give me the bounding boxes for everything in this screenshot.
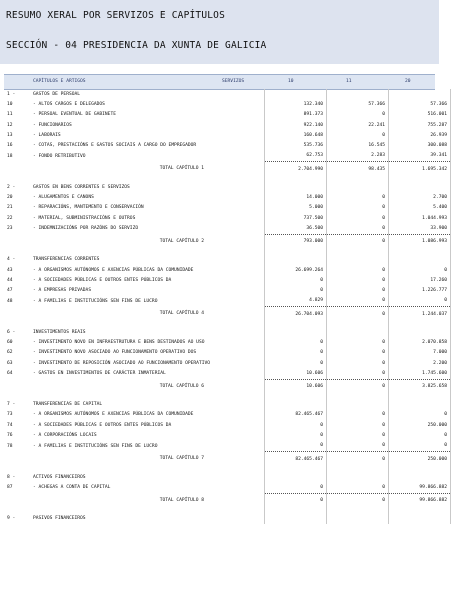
row-label: GASTOS DE PERSOAL [33,91,81,97]
table-row [4,223,451,234]
value-service-20: 0 [389,410,451,420]
table-row [4,410,451,420]
value-service-20 [389,514,451,524]
row-label: TRANSFERENCIAS DE CAPITAL [33,402,103,408]
value-service-10: 0 [265,420,327,430]
value-service-10 [265,472,327,482]
row-code: 12 [7,122,13,128]
row-label: - INDEMNIZACIÓNS POR RAZÓNS DO SERVIZO [33,226,139,232]
row-label: TOTAL CAPÍTULO 2 [159,238,204,244]
table-row [4,110,451,120]
value-service-10 [265,514,327,524]
row-code: 6 - [7,329,16,335]
row-code: 20 [7,195,13,201]
row-label: - GASTOS EN INVESTIMENTOS DE CARÁCTER INMATERIAL [33,371,166,377]
value-service-10: 0 [265,275,327,285]
value-service-20: 0 [389,265,451,275]
budget-table [4,89,451,524]
table-row [4,420,451,430]
value-service-11: 0 [327,337,389,347]
row-code: 9 - [7,516,16,522]
column-servizos: SERVIZOS [222,79,245,84]
row-code: 8 - [7,474,16,480]
value-service-11 [327,255,389,265]
row-label: PASIVOS FINANCEIROS [33,516,86,522]
value-service-11 [327,327,389,337]
value-service-20: 516.001 [389,110,451,120]
row-label: - A EMPRESAS PRIVADAS [33,288,92,294]
row-code: 73 [7,412,13,418]
row-code: 47 [7,288,13,294]
value-service-20: 1.244.037 [389,307,451,322]
group-row [4,472,451,482]
value-service-10: 0 [265,430,327,440]
row-label: - A FAMILIAS E INSTITUCIÓNS SEN FINS DE LUCRO [33,298,158,304]
table-row [4,192,451,202]
row-code: 64 [7,371,13,377]
value-service-11 [327,472,389,482]
report-header [0,0,439,64]
value-service-20: 39.341 [389,151,451,162]
value-service-10: 0 [265,285,327,295]
value-service-11 [327,400,389,410]
table-row [4,430,451,440]
table-row [4,120,451,130]
column-header [4,74,435,90]
row-label: - PERSOAL EVENTUAL DE GABINETE [33,112,116,118]
row-label: TRANSFERENCIAS CORRENTES [33,257,100,263]
row-label: - MATERIAL, SUBMINISTRACIÓNS E OUTROS [33,215,136,221]
value-service-20: 755.287 [389,120,451,130]
value-service-11: 0 [327,223,389,234]
value-service-11: 0 [327,410,389,420]
value-service-20: 57.366 [389,99,451,109]
row-label: - A SOCIEDADES PÚBLICAS E OUTROS ENTES PÚBLICOS DA [33,277,172,283]
table-row [4,213,451,223]
column-service-11: 11 [346,79,352,84]
row-label: - ACHEGAS A CONTA DE CAPITAL [33,485,111,491]
total-row [4,307,451,322]
row-code: 2 - [7,184,16,190]
value-service-10: 891.373 [265,110,327,120]
row-label: - ALUGAMENTOS E CANONS [33,195,94,201]
row-code: 60 [7,339,13,345]
total-row [4,452,451,467]
value-service-10: 0 [265,493,327,508]
value-service-11: 98.435 [327,162,389,177]
table-row [4,441,451,452]
row-code: 48 [7,298,13,304]
value-service-11: 0 [327,482,389,493]
row-label: TOTAL CAPÍTULO 4 [159,311,204,317]
value-service-20: 0 [389,296,451,307]
value-service-10: 535.736 [265,140,327,150]
row-label: - INVESTIMENTO NOVO EN INFRAESTRUTURA E BENS DESTINADOS AO USO [33,339,205,345]
value-service-11: 2.283 [327,151,389,162]
row-label: GASTOS EN BENS CORRENTES E SERVIZOS [33,184,130,190]
row-label: - A CORPORACIÓNS LOCAIS [33,433,97,439]
table-row [4,203,451,213]
value-service-11: 0 [327,452,389,467]
group-row [4,400,451,410]
row-code: 63 [7,360,13,366]
column-service-20: 20 [405,79,411,84]
value-service-11: 57.366 [327,99,389,109]
row-label: ACTIVOS FINANCEIROS [33,474,86,480]
value-service-20 [389,255,451,265]
row-label: - INVESTIMENTO DE REPOSICIÓN ASOCIADO AO FUNCIONAMENTO OPERATIVO [33,360,211,366]
value-service-11: 0 [327,234,389,249]
value-service-20: 7.000 [389,348,451,358]
value-service-11: 0 [327,379,389,394]
row-label: - LABORAIS [33,132,61,138]
column-service-10: 10 [288,79,294,84]
value-service-20: 99.866.882 [389,493,451,508]
value-service-11: 0 [327,307,389,322]
value-service-10: 26.699.264 [265,265,327,275]
value-service-20: 5.400 [389,203,451,213]
group-row [4,182,451,192]
value-service-20: 1.226.777 [389,285,451,295]
value-service-11: 0 [327,441,389,452]
value-service-11: 16.545 [327,140,389,150]
value-service-10: 10.606 [265,368,327,379]
value-service-11: 0 [327,203,389,213]
value-service-10: 737.500 [265,213,327,223]
row-code: 10 [7,101,13,107]
value-service-11: 0 [327,368,389,379]
value-service-20: 2.700 [389,192,451,202]
value-service-11: 0 [327,285,389,295]
value-service-20: 250.000 [389,452,451,467]
table-row [4,140,451,150]
value-service-20: 250.000 [389,420,451,430]
row-label: - REPARACIÓNS, MANTEMENTO E CONSERVACIÓN [33,205,144,211]
table-row [4,285,451,295]
value-service-10: 0 [265,358,327,368]
row-code [4,379,33,394]
row-code: 1 - [7,91,16,97]
table-row [4,337,451,347]
value-service-20 [389,182,451,192]
value-service-11: 0 [327,358,389,368]
value-service-11: 0 [327,493,389,508]
row-label: TOTAL CAPÍTULO 6 [159,383,204,389]
value-service-10: 82.465.467 [265,452,327,467]
row-code: 4 - [7,257,16,263]
value-service-20: 99.866.882 [389,482,451,493]
row-label: - A ORGANISMOS AUTÓNOMOS E AXENCIAS PÚBLICAS DA COMUNIDADE [33,267,194,273]
table-row [4,358,451,368]
value-service-11: 0 [327,265,389,275]
total-row [4,234,451,249]
value-service-11: 0 [327,110,389,120]
table-row [4,368,451,379]
value-service-10: 793.000 [265,234,327,249]
column-label: CAPÍTULOS E ARTIGOS [33,79,86,84]
row-label: - A SOCIEDADES PÚBLICAS E OUTROS ENTES PÚBLICOS DA [33,422,172,428]
row-code [4,307,33,322]
row-code: 43 [7,267,13,273]
row-code: 13 [7,132,13,138]
group-row [4,255,451,265]
value-service-10: 0 [265,348,327,358]
value-service-20: 2.200 [389,358,451,368]
row-label: - A ORGANISMOS AUTÓNOMOS E AXENCIAS PÚBLICAS DA COMUNIDADE [33,412,194,418]
value-service-10 [265,182,327,192]
value-service-11: 0 [327,275,389,285]
value-service-10: 4.829 [265,296,327,307]
value-service-11 [327,182,389,192]
row-code: 23 [7,226,13,232]
value-service-20: 1.745.600 [389,368,451,379]
row-label: - A FAMILIAS E INSTITUCIÓNS SEN FINS DE LUCRO [33,443,158,449]
value-service-11: 0 [327,430,389,440]
value-service-10: 160.648 [265,130,327,140]
value-service-10 [265,400,327,410]
value-service-10 [265,89,327,99]
value-service-20: 33.900 [389,223,451,234]
value-service-20: 17.260 [389,275,451,285]
value-service-10: 14.000 [265,192,327,202]
group-row [4,514,451,524]
table-row [4,296,451,307]
value-service-10: 0 [265,482,327,493]
table-row [4,130,451,140]
row-code: 16 [7,143,13,149]
value-service-11: 0 [327,130,389,140]
value-service-11: 0 [327,213,389,223]
row-label: - INVESTIMENTO NOVO ASOCIADO AO FUNCIONAMENTO OPERATIVO DOS [33,350,197,356]
group-row [4,89,451,99]
value-service-10: 132.340 [265,99,327,109]
value-service-10: 36.500 [265,223,327,234]
row-label: INVESTIMENTOS REAIS [33,329,86,335]
group-row [4,327,451,337]
table-row [4,265,451,275]
row-code: 78 [7,443,13,449]
row-code: 22 [7,215,13,221]
value-service-11: 0 [327,420,389,430]
value-service-10: 26.704.093 [265,307,327,322]
row-label: - ALTOS CARGOS E DELEGADOS [33,101,105,107]
value-service-11: 0 [327,296,389,307]
value-service-20: 1.695.342 [389,162,451,177]
row-code [4,452,33,467]
value-service-20: 1.044.993 [389,213,451,223]
row-label: TOTAL CAPÍTULO 8 [159,497,204,503]
row-code: 62 [7,350,13,356]
report-title: RESUMO XERAL POR SERVIZOS E CAPÍTULOS [6,10,226,21]
value-service-20: 26.939 [389,130,451,140]
row-label: TOTAL CAPÍTULO 7 [159,456,204,462]
value-service-10: 922.140 [265,120,327,130]
section-title: SECCIÓN - 04 PRESIDENCIA DA XUNTA DE GALICIA [6,40,267,51]
row-label: - FONDO RETRIBUTIVO [33,153,86,159]
total-row [4,162,451,177]
row-code [4,234,33,249]
value-service-11: 0 [327,348,389,358]
row-label: - FUNCIONARIOS [33,122,72,128]
table-row [4,482,451,493]
value-service-20: 0 [389,430,451,440]
row-code: 76 [7,433,13,439]
row-code: 18 [7,153,13,159]
value-service-20: 2.070.858 [389,337,451,347]
row-code: 44 [7,277,13,283]
table-row [4,151,451,162]
row-code [4,162,33,177]
row-code: 11 [7,112,13,118]
value-service-11: 22.241 [327,120,389,130]
row-label: TOTAL CAPÍTULO 1 [159,166,204,172]
value-service-20 [389,89,451,99]
value-service-11: 0 [327,192,389,202]
total-row [4,493,451,508]
value-service-11 [327,514,389,524]
value-service-20 [389,327,451,337]
value-service-20: 3.825.658 [389,379,451,394]
value-service-20: 300.088 [389,140,451,150]
total-row [4,379,451,394]
value-service-10: 0 [265,441,327,452]
value-service-10: 10.606 [265,379,327,394]
value-service-10 [265,255,327,265]
table-row [4,275,451,285]
value-service-20 [389,400,451,410]
value-service-20: 1.086.993 [389,234,451,249]
table-row [4,99,451,109]
table-row [4,348,451,358]
value-service-20: 0 [389,441,451,452]
row-code: 21 [7,205,13,211]
row-code: 87 [7,485,13,491]
value-service-20 [389,472,451,482]
value-service-11 [327,89,389,99]
row-label: - COTAS, PRESTACIÓNS E GASTOS SOCIAIS A CARGO DO EMPREGADOR [33,143,197,149]
row-code: 7 - [7,402,16,408]
value-service-10 [265,327,327,337]
value-service-10: 2.704.990 [265,162,327,177]
value-service-10: 5.000 [265,203,327,213]
value-service-10: 0 [265,337,327,347]
row-code: 74 [7,422,13,428]
value-service-10: 62.753 [265,151,327,162]
row-code [4,493,33,508]
value-service-10: 82.465.467 [265,410,327,420]
